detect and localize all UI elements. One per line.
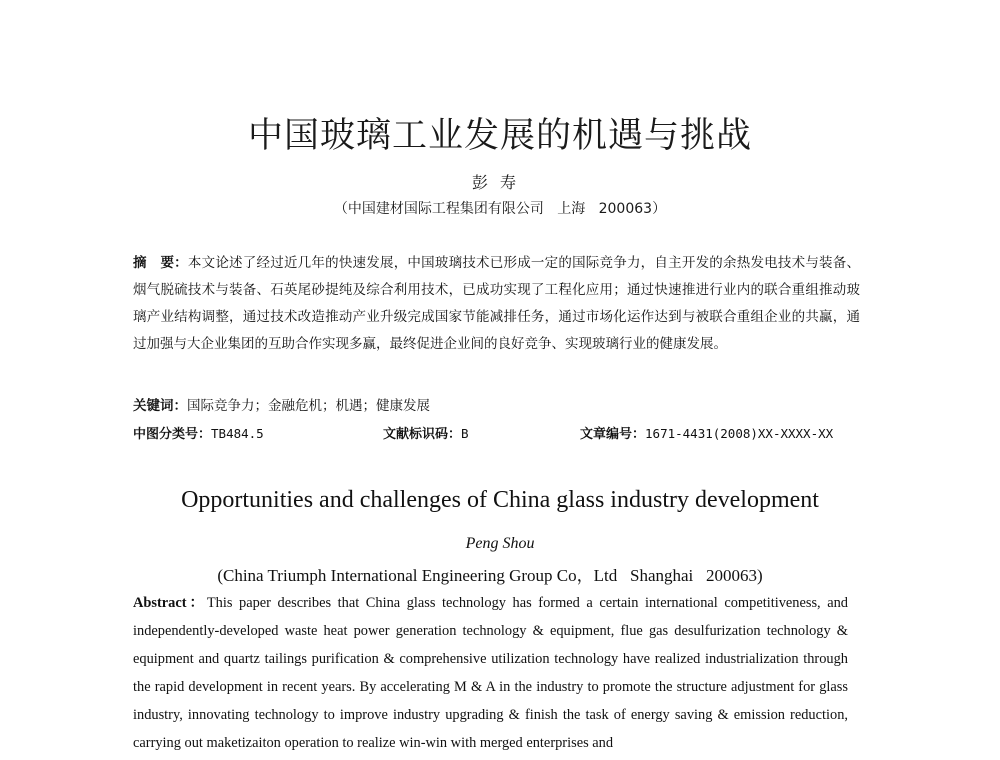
english-affiliation: (China Triumph International Engineering Group Co，Ltd Shanghai 200063) <box>217 566 763 585</box>
chinese-keywords-text: 国际竞争力；金融危机；机遇；健康发展 <box>187 398 430 414</box>
document-code-value: B <box>461 426 469 441</box>
chinese-affiliation: （中国建材国际工程集团有限公司 上海 200063） <box>333 201 667 217</box>
chinese-abstract-label: 摘 要： <box>133 255 188 271</box>
document-code-label: 文献标识码： <box>383 427 462 442</box>
chinese-title: 中国玻璃工业发展的机遇与挑战 <box>247 116 752 156</box>
chinese-author: 彭寿 <box>471 173 528 192</box>
chinese-keywords <box>133 395 860 417</box>
chinese-keywords-label: 关键词： <box>133 398 187 414</box>
classification-label: 中图分类号： <box>133 427 212 442</box>
english-abstract-text: This paper describes that China glass technology has formed a certain international competitiveness, and independently-developed waste heat power generation technology & equipment, flue gas desulfurization technology & equipment and quartz tailings purification & comprehensive utilization technology have realized industrialization through the rapid development in recent years. By accelerating M & A in the industry to promote the structure adjustment for glass industry, innovating technology to improve industry upgrading & finish the task of energy saving & emission reduction, carrying out maketizaiton operation to realize win-win with merged enterprises and <box>133 595 848 751</box>
classification-number <box>133 423 264 446</box>
article-number-label: 文章编号： <box>580 427 646 442</box>
article-number-value: 1671-4431(2008)XX-XXXX-XX <box>645 426 834 441</box>
chinese-meta-line <box>133 423 860 445</box>
document-code <box>383 423 469 446</box>
english-title: Opportunities and challenges of China glass industry development <box>181 487 819 513</box>
article-number <box>580 423 833 446</box>
english-abstract <box>133 589 848 757</box>
english-author: Peng Shou <box>465 535 535 552</box>
chinese-abstract <box>133 250 860 358</box>
english-abstract-label: Abstract： <box>133 595 207 611</box>
classification-value: TB484.5 <box>211 426 264 441</box>
chinese-abstract-text: 本文论述了经过近几年的快速发展，中国玻璃技术已形成一定的国际竞争力，自主开发的余热发电技术与装备、烟气脱硫技术与装备、石英尾砂提纯及综合利用技术，已成功实现了工程化应用；通过快速推进行业内的联合重组推动玻璃产业结构调整，通过技术改造推动产业升级完成国家节能减排任务，通过市场化运作达到与被联合重组企业的共赢，通过加强与大企业集团的互助合作实现多赢，最终促进企业间的良好竞争、实现玻璃行业的健康发展。 <box>133 255 861 352</box>
